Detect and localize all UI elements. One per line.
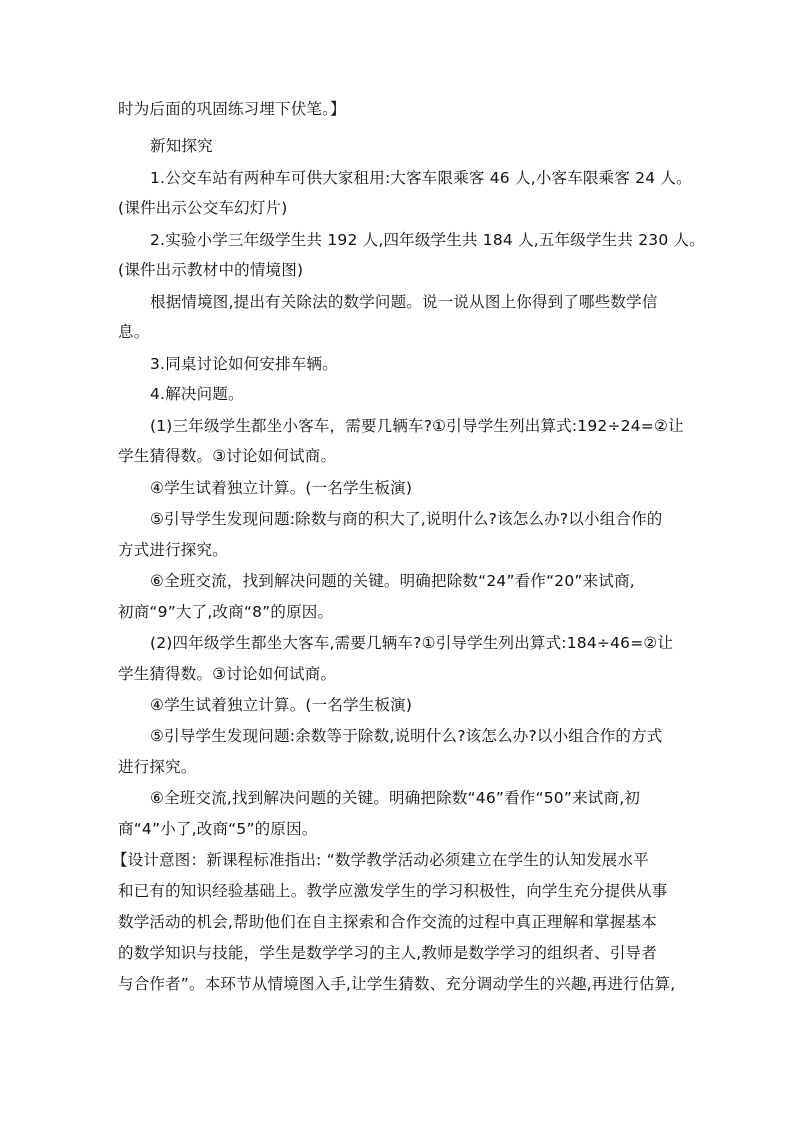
paragraph-line: 学生猜得数。③讨论如何试商。: [118, 447, 337, 465]
paragraph-line: 1.公交车站有两种车可供大家租用:大客车限乘客 46 人,小客车限乘客 24 人。: [150, 169, 692, 187]
paragraph-line: (课件出示公交车幻灯片): [118, 199, 288, 217]
paragraph-line: 商“4”小了,改商“5”的原因。: [118, 820, 318, 838]
design-intent-line: 数学活动的机会,帮助他们在自主探索和合作交流的过程中真正理解和掌握基本: [118, 913, 657, 931]
paragraph-line: 方式进行探究。: [118, 541, 228, 559]
paragraph-line: 4.解决问题。: [150, 385, 244, 403]
paragraph-line: 2.实验小学三年级学生共 192 人,四年级学生共 184 人,五年级学生共 230 人。: [150, 231, 705, 249]
paragraph-line: 进行探究。: [118, 758, 197, 776]
paragraph-line: (课件出示教材中的情境图): [118, 261, 304, 279]
design-intent-line: 和已有的知识经验基础上。教学应激发学生的学习积极性，向学生充分提供从事: [118, 882, 668, 900]
paragraph-line: 根据情境图,提出有关除法的数学问题。说一说从图上你得到了哪些数学信: [150, 293, 658, 311]
paragraph-line: ⑤引导学生发现问题:余数等于除数,说明什么?该怎么办?以小组合作的方式: [150, 727, 663, 745]
design-intent-line: 【设计意图：新课程标准指出: “数学教学活动必须建立在学生的认知发展水平: [112, 851, 649, 869]
design-intent-line: 的数学知识与技能，学生是数学学习的主人,教师是数学学习的组织者、引导者: [118, 944, 657, 962]
paragraph-line: 初商“9”大了,改商“8”的原因。: [118, 603, 334, 621]
paragraph-line: ⑥全班交流,找到解决问题的关键。明确把除数“46”看作“50”来试商,初: [150, 789, 641, 807]
text-line-continuation: 时为后面的巩固练习埋下伏笔。】: [118, 100, 346, 118]
paragraph-line: 3.同桌讨论如何安排车辆。: [150, 355, 338, 373]
paragraph-line: 学生猜得数。③讨论如何试商。: [118, 665, 337, 683]
design-intent-line: 与合作者”。本环节从情境图入手,让学生猜数、充分调动学生的兴趣,再进行估算,: [118, 975, 676, 993]
paragraph-line: 息。: [118, 323, 150, 341]
paragraph-line: ④学生试着独立计算。(一名学生板演): [150, 479, 413, 497]
paragraph-line: ⑥全班交流，找到解决问题的关键。明确把除数“24”看作“20”来试商,: [150, 572, 635, 590]
paragraph-line: ④学生试着独立计算。(一名学生板演): [150, 696, 413, 714]
paragraph-line: (1)三年级学生都坐小客车，需要几辆车?①引导学生列出算式:192÷24=②让: [150, 417, 684, 435]
paragraph-line: (2)四年级学生都坐大客车,需要几辆车?①引导学生列出算式:184÷46=②让: [150, 634, 674, 652]
section-heading: 新知探究: [150, 137, 213, 155]
paragraph-line: ⑤引导学生发现问题:除数与商的积大了,说明什么?该怎么办?以小组合作的: [150, 510, 663, 528]
